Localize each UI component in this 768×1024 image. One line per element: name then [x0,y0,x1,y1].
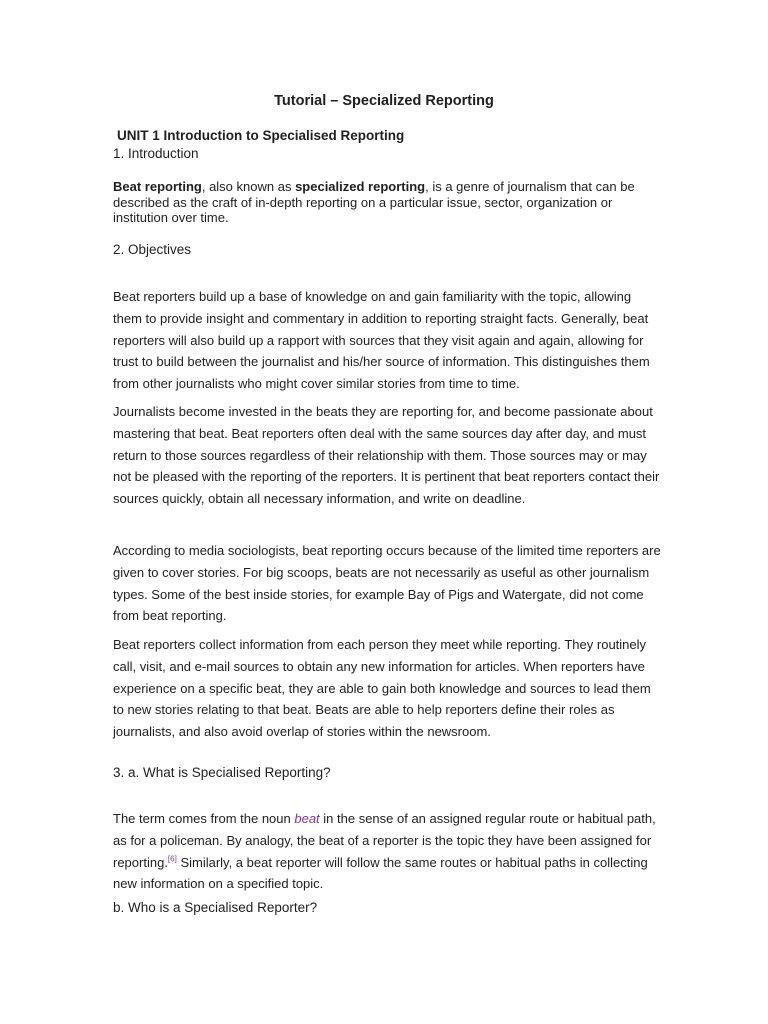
definition-text-1: The term comes from the noun [113,811,295,826]
term-beat-reporting: Beat reporting [113,179,202,194]
definition-paragraph [113,808,661,895]
unit-heading: UNIT 1 Introduction to Specialised Reporting [117,128,405,143]
section-heading-who-is: b. Who is a Specialised Reporter? [113,900,318,915]
objectives-paragraph-1: Beat reporters build up a base of knowledge on and gain familiarity with the topic, allowing them to provide insight and commentary in addition to reporting straight facts. Generally, beat reporters will also build up a rapport with sources that they visit again and again, allowing for trust to build between the journalist and his/her source of information. This distinguishes them from other journalists who might cover similar stories from time to time. [113,289,650,392]
intro-text-1: , also known as [201,179,296,194]
document-title: Tutorial – Specialized Reporting [274,93,494,109]
intro-text-2: , is a genre of journalism that can be described as the craft of in-depth reporting on a particular issue, sector, organization or institution over time. [113,179,635,225]
definition-text-3: Similarly, a beat reporter will follow the same routes or habitual paths in collecting new information on a specified topic. [113,854,648,892]
objectives-paragraph-4: Beat reporters collect information from each person they meet while reporting. They routinely call, visit, and e-mail sources to obtain any new information for articles. When reporters have experience on a specific beat, they are able to gain both knowledge and sources to lead them to new stories relating to that beat. Beats are able to help reporters define their roles as journalists, and also avoid overlap of stories within the newsroom. [113,637,651,740]
section-heading-what-is: 3. a. What is Specialised Reporting? [113,765,331,780]
section-heading-introduction: 1. Introduction [113,146,199,161]
citation-link[interactable]: [6] [167,854,177,864]
intro-paragraph [113,179,661,226]
beat-link[interactable]: beat [294,811,320,826]
objectives-paragraph-3: According to media sociologists, beat reporting occurs because of the limited time reporters are given to cover stories. For big scoops, beats are not necessarily as useful as other journalism types. Some of the best inside stories, for example Bay of Pigs and Watergate, did not come from beat reporting. [113,543,661,624]
term-specialized-reporting: specialized reporting [295,179,426,194]
section-heading-objectives: 2. Objectives [113,242,192,257]
objectives-paragraph-2: Journalists become invested in the beats they are reporting for, and become passionate about mastering that beat. Beat reporters often deal with the same sources day after day, and must return to those sources regardless of their relationship with them. Those sources may or may not be pleased with the reporting of the reporters. It is pertinent that beat reporters contact their sources quickly, obtain all necessary information, and write on deadline. [113,404,660,507]
definition-text-2: in the sense of an assigned regular route or habitual path, as for a policeman. By analogy, the beat of a reporter is the topic they have been assigned for reporting. [113,811,656,870]
